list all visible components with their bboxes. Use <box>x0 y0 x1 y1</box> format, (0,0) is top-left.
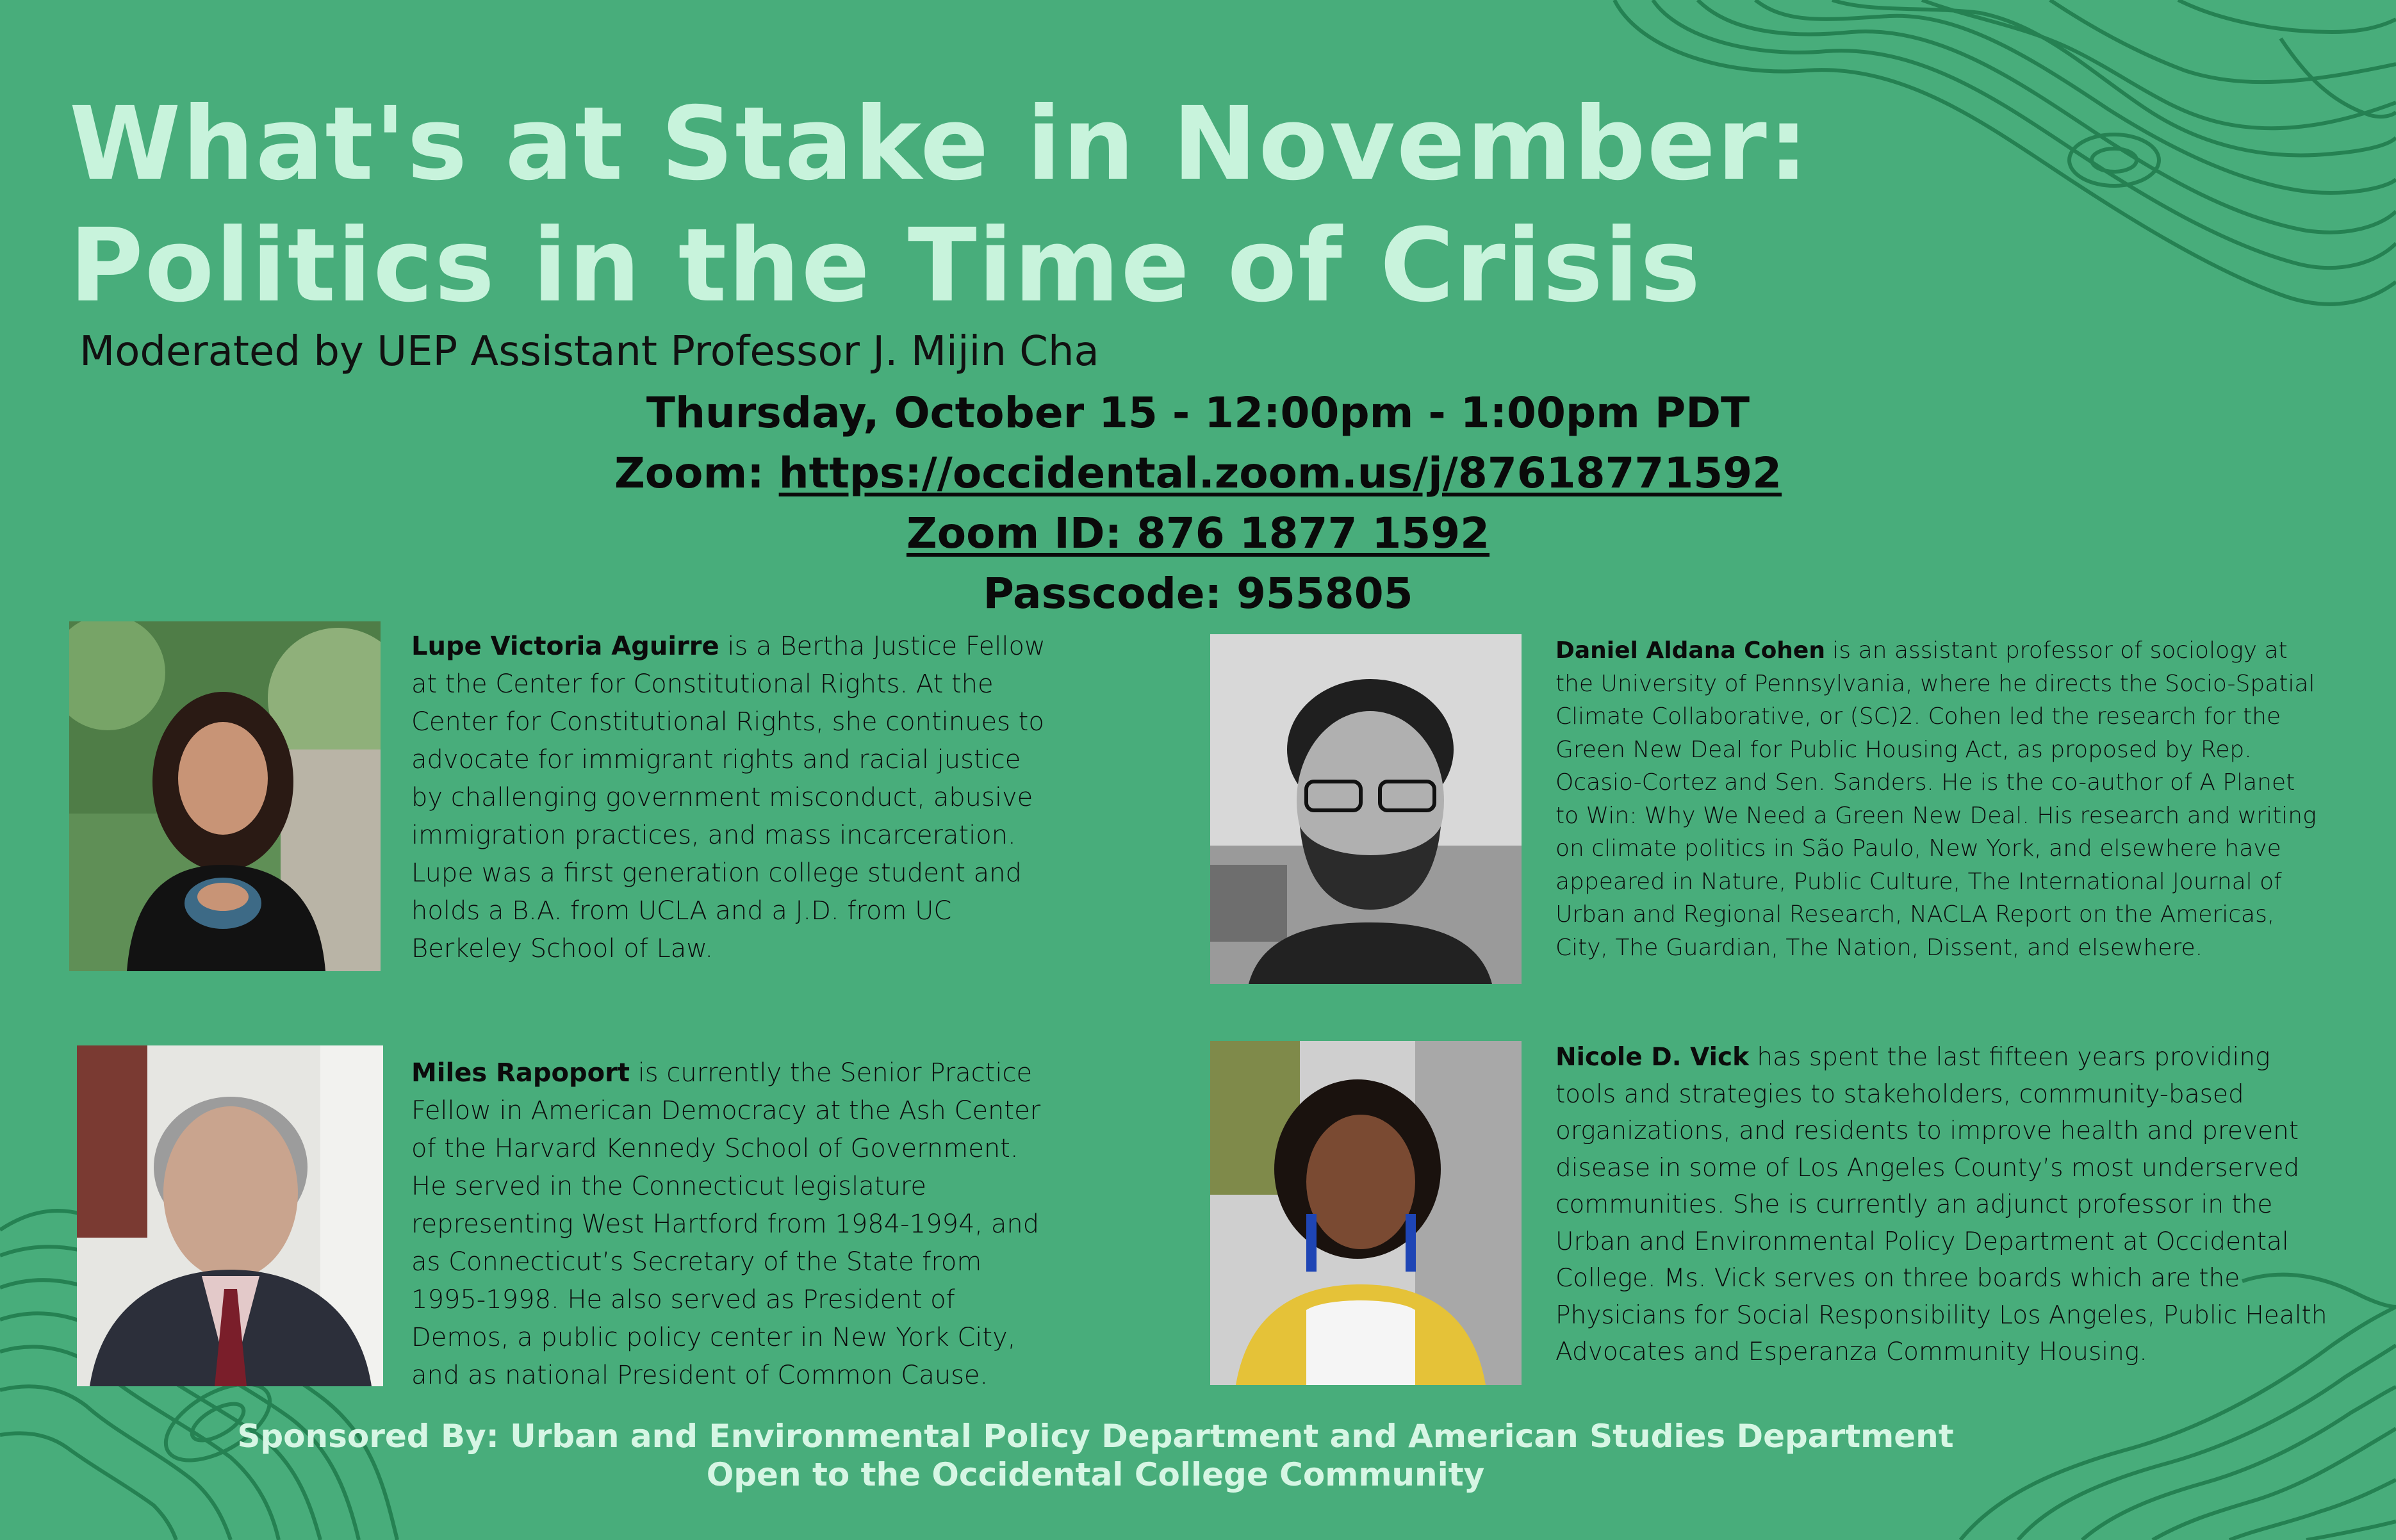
community-line: Open to the Occidental College Community <box>706 1456 1485 1493</box>
title-line-1: What's at Stake in November: <box>69 85 1810 203</box>
sponsor-footer <box>0 1417 2191 1494</box>
speaker-bio-text: is an assistant professor of sociology at the University of Pennsylvania, where he directs the Socio-Spatial Climate Collaborative, or (SC)2. Cohen led the research for the Green New Deal for Public Housing Act, as proposed by Rep. Ocasio-Cortez and Sen. Sanders. He is the co-author of A Planet to Win: Why We Need a Green New Deal. His research and writing on climate politics in São Paulo, New York, and elsewhere have appeared in Nature, Public Culture, The International Journal of Urban and Regional Research, NACLA Report on the Americas, City, The Guardian, The Nation, Dissent, and elsewhere. <box>1555 637 2317 961</box>
speaker-bio-cohen <box>1555 634 2324 964</box>
speaker-bio-vick <box>1555 1039 2337 1371</box>
speaker-bio-text: is a Bertha Justice Fellow at the Center for Constitutional Rights. At the Center for Constitutional Rights, she continues to advocate for immigrant rights and racial justice by challenging government misconduct, abusive immigration practices, and mass incarceration. Lupe was a first generation college student and holds a B.A. from UCLA and a J.D. from UC Berkeley School of Law. <box>411 632 1046 963</box>
title-line-2: Politics in the Time of Crisis <box>69 207 1702 325</box>
speaker-bio-text: is currently the Senior Practice Fellow in American Democracy at the Ash Center of the Harvard Kennedy School of Government. He served in the Connecticut legislature representing West Hartford from 1984-1994, and as Connecticut’s Secretary of the State from 1995-1998. He also served as President of Demos, a public policy center in New York City, and as national President of Common Cause. <box>411 1058 1041 1390</box>
speaker-photo-rapoport <box>77 1045 383 1386</box>
speaker-name: Daniel Aldana Cohen <box>1555 637 1825 664</box>
speaker-bio-rapoport <box>411 1054 1052 1395</box>
speaker-photo-cohen <box>1210 634 1522 984</box>
moderator-text: Moderated by UEP Assistant Professor J. Mijin Cha <box>79 328 1099 375</box>
zoom-id: Zoom ID: 876 1877 1592 <box>906 509 1490 558</box>
passcode: Passcode: 955805 <box>983 569 1413 618</box>
sponsor-line: Sponsored By: Urban and Environmental Policy Department and American Studies Department <box>237 1418 1954 1455</box>
speaker-name: Nicole D. Vick <box>1555 1043 1750 1072</box>
speaker-name: Lupe Victoria Aguirre <box>411 632 719 661</box>
zoom-link[interactable]: https://occidental.zoom.us/j/87618771592 <box>778 448 1782 498</box>
speaker-bio-aguirre <box>411 628 1052 968</box>
event-datetime: Thursday, October 15 - 12:00pm - 1:00pm PDT <box>646 388 1750 438</box>
event-details <box>0 383 2396 624</box>
zoom-label: Zoom: <box>614 448 764 498</box>
speaker-photo-vick <box>1210 1041 1522 1385</box>
page-title <box>69 83 1810 327</box>
speaker-bio-text: has spent the last fifteen years providing tools and strategies to stakeholders, community-based organizations, and residents to improve health and prevent disease in some of Los Angeles County’s most underserved communities. She is currently an adjunct professor in the Urban and Environmental Policy Department at Occidental College. Ms. Vick serves on three boards which are the Physicians for Social Responsibility Los Angeles, Public Health Advocates and Esperanza Community Housing. <box>1555 1043 2327 1366</box>
speaker-name: Miles Rapoport <box>411 1058 630 1088</box>
speaker-photo-aguirre <box>69 621 381 971</box>
zoom-line <box>0 443 2396 504</box>
